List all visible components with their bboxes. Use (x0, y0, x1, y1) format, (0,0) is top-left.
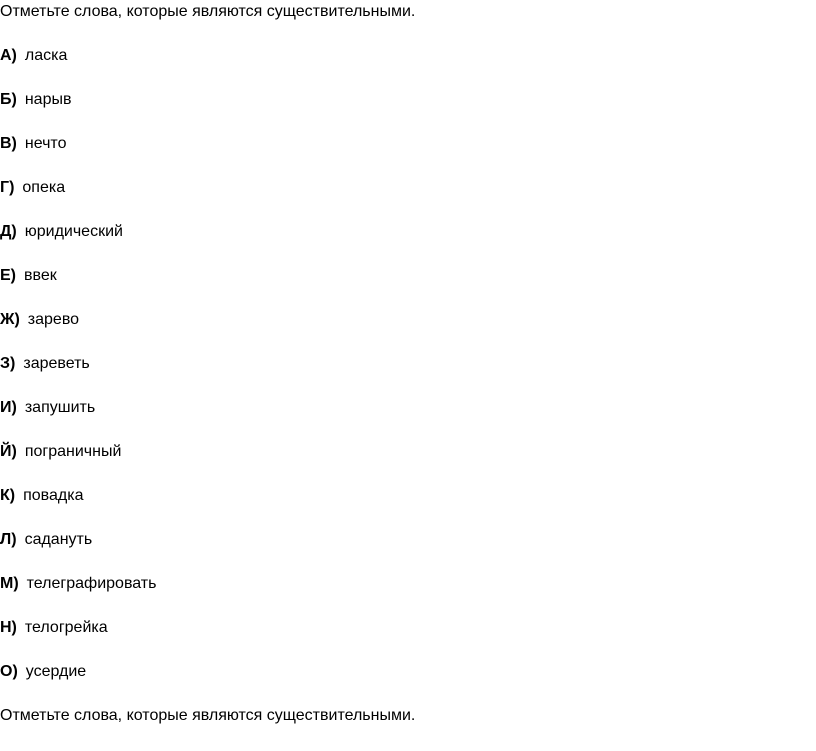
option-word: садануть (24, 531, 93, 548)
option-e[interactable] (0, 266, 57, 286)
option-word: ввек (24, 267, 57, 284)
option-letter: В) (0, 135, 17, 152)
option-word: усердие (25, 663, 87, 680)
option-letter: Л) (0, 531, 17, 548)
option-word: зарево (27, 311, 80, 328)
option-word: ласка (24, 47, 68, 64)
option-letter: Г) (0, 179, 15, 196)
option-word: телеграфировать (26, 575, 157, 592)
option-n[interactable] (0, 618, 108, 638)
option-word: пограничный (24, 443, 122, 460)
option-o[interactable] (0, 662, 86, 682)
option-letter: А) (0, 47, 17, 64)
option-m[interactable] (0, 574, 156, 594)
option-b[interactable] (0, 90, 71, 110)
option-letter: М) (0, 575, 19, 592)
option-y[interactable] (0, 442, 121, 462)
option-l[interactable] (0, 530, 92, 550)
option-word: юридический (24, 223, 123, 240)
option-letter: З) (0, 355, 16, 372)
option-a[interactable] (0, 46, 67, 66)
instruction-bottom: Отметьте слова, которые являются существительными. (0, 707, 416, 724)
option-letter: Й) (0, 443, 17, 460)
option-i[interactable] (0, 398, 95, 418)
option-zh[interactable] (0, 310, 79, 330)
option-v[interactable] (0, 134, 66, 154)
option-word: нечто (24, 135, 67, 152)
option-word: нарыв (24, 91, 72, 108)
option-letter: Ж) (0, 311, 20, 328)
option-letter: Д) (0, 223, 17, 240)
option-letter: О) (0, 663, 18, 680)
instruction-top: Отметьте слова, которые являются существительными. (0, 3, 416, 20)
option-letter: И) (0, 399, 17, 416)
option-word: телогрейка (24, 619, 108, 636)
option-word: зареветь (23, 355, 90, 372)
option-letter: Н) (0, 619, 17, 636)
option-word: повадка (23, 487, 84, 504)
option-k[interactable] (0, 486, 83, 506)
option-letter: Б) (0, 91, 17, 108)
option-g[interactable] (0, 178, 65, 198)
option-z[interactable] (0, 354, 90, 374)
option-word: опека (22, 179, 66, 196)
option-letter: К) (0, 487, 16, 504)
option-d[interactable] (0, 222, 123, 242)
option-letter: Е) (0, 267, 16, 284)
option-word: запушить (24, 399, 96, 416)
